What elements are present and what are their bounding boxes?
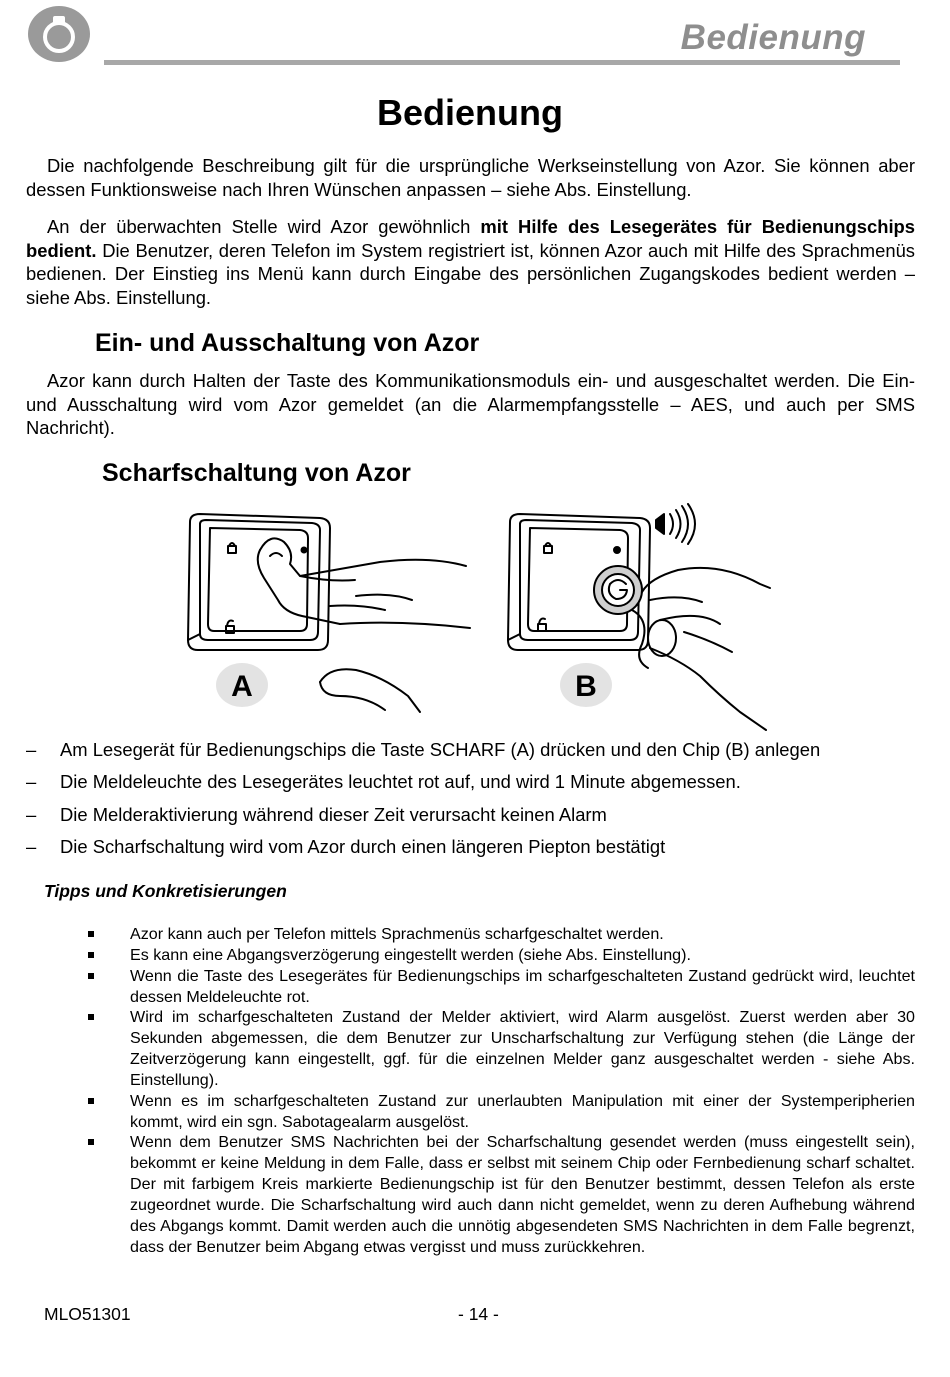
tip-text: Es kann eine Abgangsverzögerung eingestellt werden (siehe Abs. Einstellung).: [130, 945, 691, 964]
step-text: Die Melderaktivierung während dieser Zeit verursacht keinen Alarm: [60, 803, 607, 825]
step-text: Die Scharfschaltung wird vom Azor durch einen längeren Piepton bestätigt: [60, 836, 666, 858]
intro-paragraph-1: Die nachfolgende Beschreibung gilt für die ursprüngliche Werkseinstellung von Azor. Sie können aber dessen Funktionsweise nach Ihren Wünschen anpassen – siehe Abs. Einstellung.: [26, 155, 915, 200]
arming-illustration: [180, 500, 780, 735]
list-item: [88, 1091, 915, 1133]
step-text: Die Meldeleuchte des Lesegerätes leuchtet rot auf, und wird 1 Minute abgemessen.: [60, 771, 741, 793]
illustration-label-b: B: [575, 670, 597, 703]
finger-press-icon: [258, 538, 470, 712]
dash-marker: –: [26, 739, 37, 760]
list-item: [88, 1007, 915, 1090]
tip-text: Wird im scharfgeschalteten Zustand der Melder aktiviert, wird Alarm ausgelöst. Zuerst werden aber 30 Sekunden abgemessen, die dem Benutzer zur Unscharfschaltung zur Verfügung stehen (die Länge der Zeitverzögerung kann eingestellt, ggf. für die einzelnen Melder ganz ausgeschaltet werden - siehe Abs. Einstellung).: [130, 1008, 915, 1089]
header-title: Bedienung: [680, 18, 866, 57]
dash-marker: –: [26, 803, 37, 825]
list-item: [88, 945, 915, 966]
intro-p2-end: Die Benutzer, deren Telefon im System registriert ist, können Azor auch mit Hilfe des Sprachmenüs bedienen. Der Einstieg ins Menü kann durch Eingabe des persönlichen Zugangskodes bedient werden – siehe Abs. Einstellung.: [26, 239, 915, 308]
square-bullet-icon: [88, 1014, 94, 1020]
reader-device-icon: [188, 514, 330, 650]
tip-text: Wenn es im scharfgeschalteten Zustand zur unerlaubten Manipulation mit einer der Systemperipherien kommt, wird ein sgn. Sabotagealarm ausgelöst.: [130, 1091, 915, 1131]
section-heading-ein-ausschaltung: Ein- und Ausschaltung von Azor: [95, 329, 480, 357]
square-bullet-icon: [88, 973, 94, 979]
chip-keyfob-icon: [594, 566, 676, 668]
intro-paragraph-2: [26, 215, 915, 309]
intro-p2-dot: .: [91, 239, 97, 261]
header-rule: [104, 60, 900, 65]
brand-logo-icon: [27, 5, 91, 63]
list-item: [26, 770, 926, 793]
dash-marker: –: [26, 771, 37, 793]
arming-steps-list: [26, 738, 926, 868]
list-item: [26, 738, 926, 761]
lock-icon: [544, 543, 552, 553]
square-bullet-icon: [88, 952, 94, 958]
square-bullet-icon: [88, 1098, 94, 1104]
footer-doc-code: MLO51301: [44, 1304, 131, 1324]
list-item: [88, 1132, 915, 1257]
tips-heading: Tipps und Konkretisierungen: [44, 881, 287, 901]
dash-marker: –: [26, 836, 37, 858]
tip-text: Azor kann auch per Telefon mittels Sprachmenüs scharfgeschaltet werden.: [130, 925, 664, 943]
list-item: [26, 835, 926, 858]
intro-p2-start: An der überwachten Stelle wird Azor gewöhnlich: [47, 216, 481, 237]
footer-page-number: - 14 -: [458, 1304, 499, 1324]
lock-icon: [228, 543, 236, 553]
unlock-icon: [538, 619, 546, 631]
section-heading-scharfschaltung: Scharfschaltung von Azor: [102, 459, 411, 487]
intro-p2-bold: mit Hilfe des Lesegerätes für Bedienungschips: [480, 216, 916, 237]
tip-text: Wenn die Taste des Lesegerätes für Bedienungschips im scharfgeschalteten Zustand gedrückt wird, leuchtet dessen Meldeleuchte rot.: [130, 966, 915, 1006]
intro-p2-mid: bedient: [26, 239, 92, 261]
square-bullet-icon: [88, 931, 94, 937]
tips-list: [88, 924, 915, 1258]
square-bullet-icon: [88, 1139, 94, 1145]
list-item: [26, 803, 926, 826]
list-item: [88, 924, 915, 945]
illustration-label-a: A: [231, 670, 253, 703]
step-text: Am Lesegerät für Bedienungschips die Taste SCHARF (A) drücken und den Chip (B) anlegen: [60, 739, 821, 760]
sound-waves-icon: [656, 504, 695, 544]
page-title: Bedienung: [377, 92, 563, 133]
tip-text: Wenn dem Benutzer SMS Nachrichten bei der Scharfschaltung gesendet werden (muss eingestellt sein), bekommt er keine Meldung in dem Falle, dass er selbst mit seinem Chip oder Fernbedienung scharf schaltet. Der mit farbigem Kreis markierte Bedienungschip ist für den Benutzer bestimmt, dessen Telefon als erste zugeordnet wurde. Die Scharfschaltung wird auch dann nicht gemeldet, wenn zu deren Aufhebung während des Abgangs kommt. Damit werden auch die unnötig abgesendeten SMS Nachrichten in dem Falle begrenzt, dass der Benutzer beim Abgang etwas vergisst und muss zurückkehren.: [130, 1133, 915, 1256]
list-item: [88, 966, 915, 1008]
section1-paragraph: Azor kann durch Halten der Taste des Kommunikationsmoduls ein- und ausgeschaltet werden. Die Ein- und Ausschaltung wird vom Azor gemeldet (an die Alarmempfangsstelle – AES, und auch per SMS Nachricht).: [26, 370, 915, 438]
